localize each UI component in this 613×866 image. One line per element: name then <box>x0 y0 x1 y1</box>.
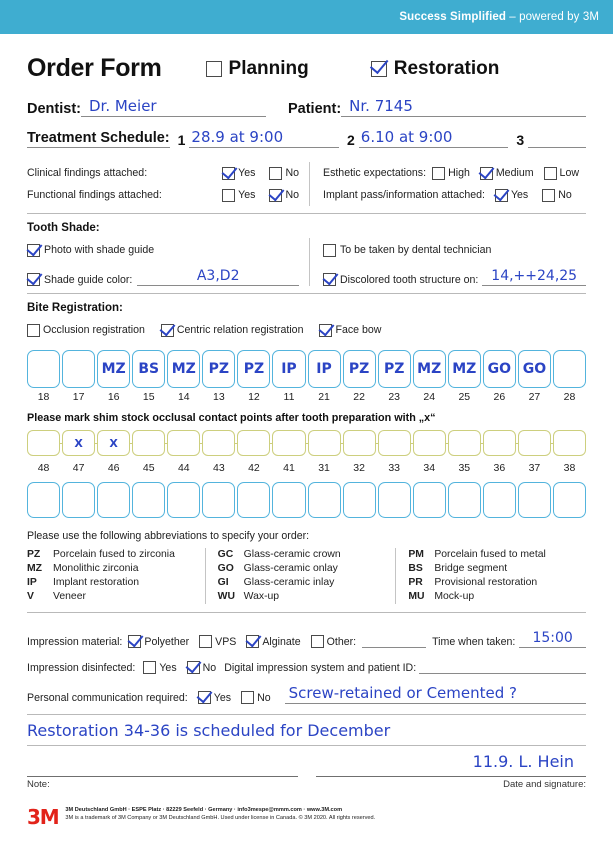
upper-tooth-cell[interactable] <box>132 350 165 388</box>
abbreviation-item <box>27 576 197 590</box>
upper-tooth-cell[interactable] <box>518 350 551 388</box>
esthetic-low-checkbox[interactable] <box>544 167 557 180</box>
upper-tooth-number: 12 <box>248 391 260 403</box>
photo-shade-guide-checkbox[interactable] <box>27 244 40 257</box>
discolored-value: 14,++24,25 <box>491 268 578 284</box>
lower-tooth-number: 34 <box>423 462 436 474</box>
lower-tooth-number: 41 <box>283 462 295 474</box>
implant-pass-label: Implant pass/information attached: <box>323 189 485 201</box>
functional-yes-option[interactable] <box>222 189 255 202</box>
shim-contact-cell[interactable] <box>237 430 270 456</box>
abbreviation-key: BS <box>408 563 423 574</box>
upper-tooth-cell[interactable] <box>202 350 235 388</box>
upper-tooth-cell[interactable] <box>553 350 586 388</box>
schedule-num-1: 1 <box>177 132 186 148</box>
discolored-label: Discolored tooth structure on: <box>340 274 479 286</box>
tooth-code: PZ <box>243 361 265 377</box>
abbreviation-item <box>408 576 578 590</box>
implant-yes-option[interactable] <box>495 189 528 202</box>
abbreviation-value: Glass-ceramic inlay <box>243 577 335 588</box>
upper-tooth-number: 27 <box>528 391 541 403</box>
discolored-row[interactable] <box>323 262 586 286</box>
banner-tagline-rest: – powered by 3M <box>505 11 599 23</box>
upper-tooth-number: 16 <box>107 391 120 403</box>
tooth-code: IP <box>281 361 297 377</box>
abbreviation-key: V <box>27 591 34 602</box>
upper-tooth-number: 18 <box>37 391 50 403</box>
polyether-option[interactable] <box>128 635 189 648</box>
abbreviation-value: Porcelain fused to metal <box>434 549 546 560</box>
other-material-label: Other: <box>326 636 357 648</box>
clinical-no-label: No <box>285 166 299 179</box>
functional-yes-checkbox[interactable] <box>222 189 235 202</box>
footer-text <box>65 806 375 822</box>
alginate-option[interactable] <box>246 635 300 648</box>
abbreviation-item <box>218 548 388 562</box>
note-signature-rules <box>27 776 586 777</box>
dentist-value: Dr. Meier <box>88 97 157 115</box>
lower-tooth-cell[interactable] <box>483 482 516 518</box>
esthetic-column <box>309 162 586 206</box>
treatment-schedule-row <box>27 128 586 148</box>
tooth-code: MZ <box>171 361 196 377</box>
restoration-label: Restoration <box>393 57 500 79</box>
impression-material-label: Impression material: <box>27 636 123 648</box>
impression-disinfected-row <box>27 648 586 674</box>
upper-tooth-number: 21 <box>318 391 330 403</box>
dentist-label: Dentist: <box>27 101 81 117</box>
abbreviation-key: IP <box>27 577 37 588</box>
time-taken-value: 15:00 <box>532 630 573 646</box>
lower-tooth-cell[interactable] <box>272 482 305 518</box>
clinical-yes-option[interactable] <box>222 167 255 180</box>
alginate-label: Alginate <box>262 636 301 648</box>
upper-tooth-number: 22 <box>353 391 365 403</box>
tooth-code: BS <box>138 361 160 377</box>
shim-contact-cell[interactable] <box>448 430 481 456</box>
abbreviation-item <box>27 590 197 604</box>
abbreviation-value: Glass-ceramic crown <box>243 549 341 560</box>
footer-line-2: 3M is a trademark of 3M Company or 3M Deutschland GmbH. Used under license in Canada. © 3M 2020. All rights reserved. <box>65 815 376 821</box>
tooth-code: IP <box>316 361 332 377</box>
clinical-no-checkbox[interactable] <box>269 167 282 180</box>
abbreviation-value: Veneer <box>53 591 86 602</box>
shim-stock-note: Please mark shim stock occlusal contact points after tooth preparation with „x“ <box>27 412 436 424</box>
lower-tooth-number: 35 <box>458 462 471 474</box>
lower-tooth-cell[interactable] <box>202 482 235 518</box>
upper-tooth-numbers <box>27 391 586 403</box>
communication-value: Screw-retained or Cemented ? <box>288 684 517 702</box>
abbreviation-key: PM <box>408 549 424 560</box>
signature-handwriting: 11.9. L. Hein <box>472 751 574 771</box>
photo-shade-guide-row[interactable] <box>27 238 299 262</box>
personal-communication-label: Personal communication required: <box>27 692 188 704</box>
upper-tooth-cell[interactable] <box>237 350 270 388</box>
shim-contact-cell[interactable] <box>343 430 376 456</box>
tooth-code: PZ <box>383 361 405 377</box>
polyether-checkbox[interactable] <box>128 635 141 648</box>
abbreviation-key: GO <box>217 563 234 574</box>
shim-contact-mark: X <box>109 436 118 450</box>
clinical-no-option[interactable] <box>269 167 299 180</box>
upper-tooth-cell[interactable] <box>62 350 95 388</box>
note-handwriting-row[interactable] <box>27 715 586 745</box>
lower-tooth-cell[interactable] <box>237 482 270 518</box>
abbreviation-key: PZ <box>27 549 41 560</box>
technician-label: To be taken by dental technician <box>340 244 492 256</box>
bite-options-row <box>27 318 586 342</box>
abbreviations-column-3 <box>395 548 586 604</box>
lower-tooth-cell[interactable] <box>97 482 130 518</box>
technician-checkbox[interactable] <box>323 244 336 257</box>
abbreviation-item <box>27 548 197 562</box>
abbreviation-key: MU <box>408 591 425 602</box>
tooth-code: MZ <box>417 361 442 377</box>
communication-no-label: No <box>257 692 271 704</box>
tooth-code: PZ <box>208 361 230 377</box>
functional-yes-label: Yes <box>238 188 256 201</box>
clinical-yes-label: Yes <box>238 166 256 179</box>
lower-tooth-cell[interactable] <box>308 482 341 518</box>
implant-pass-row <box>323 184 586 206</box>
alginate-checkbox[interactable] <box>246 635 259 648</box>
communication-no-checkbox[interactable] <box>241 691 254 704</box>
bite-registration-heading: Bite Registration: <box>27 302 123 314</box>
centric-option[interactable] <box>161 324 304 337</box>
other-material-checkbox[interactable] <box>311 635 324 648</box>
abbreviation-value: Provisional restoration <box>434 577 538 588</box>
planning-checkbox[interactable] <box>206 61 222 77</box>
lower-tooth-number: 32 <box>353 462 365 474</box>
schedule-value-2: 6.10 at 9:00 <box>360 128 453 146</box>
date-signature-label: Date and signature: <box>503 779 586 790</box>
upper-tooth-cell[interactable] <box>378 350 411 388</box>
lower-tooth-number: 48 <box>37 462 50 474</box>
photo-shade-guide-label: Photo with shade guide <box>44 244 155 256</box>
footer-line-1: 3M Deutschland GmbH · ESPE Platz · 82229 Seefeld · Germany · info3mespe@mmm.com · www.3M.com <box>65 807 343 813</box>
lower-tooth-chart <box>27 482 586 518</box>
lower-tooth-cell[interactable] <box>62 482 95 518</box>
shim-contact-cell[interactable] <box>378 430 411 456</box>
upper-tooth-cell[interactable] <box>343 350 376 388</box>
upper-tooth-cell[interactable] <box>97 350 130 388</box>
shim-contact-cell[interactable] <box>518 430 551 456</box>
lower-tooth-number: 44 <box>177 462 190 474</box>
other-material-option[interactable] <box>311 635 356 648</box>
upper-tooth-cell[interactable] <box>167 350 200 388</box>
abbreviation-item <box>408 548 578 562</box>
polyether-label: Polyether <box>144 636 190 648</box>
upper-tooth-cell[interactable] <box>308 350 341 388</box>
shim-contact-cell[interactable] <box>413 430 446 456</box>
abbreviation-value: Mock-up <box>434 591 475 602</box>
lower-tooth-number: 36 <box>493 462 506 474</box>
upper-tooth-number: 25 <box>458 391 471 403</box>
dentist-patient-row <box>27 97 586 117</box>
disinfected-no-checkbox[interactable] <box>187 661 200 674</box>
shim-contact-cell[interactable] <box>483 430 516 456</box>
shade-guide-color-field[interactable] <box>137 268 299 286</box>
signature-row[interactable] <box>27 746 586 776</box>
abbreviation-key: MZ <box>27 563 43 574</box>
signature-rule <box>316 776 587 777</box>
lower-tooth-cell[interactable] <box>343 482 376 518</box>
communication-yes-label: Yes <box>213 692 232 704</box>
shim-contact-cell[interactable] <box>62 430 95 456</box>
time-taken-field[interactable] <box>519 630 586 648</box>
lower-tooth-cell[interactable] <box>27 482 60 518</box>
personal-communication-row <box>27 674 586 704</box>
lower-tooth-cell[interactable] <box>132 482 165 518</box>
impression-material-row <box>27 622 586 648</box>
clinical-findings-row <box>27 162 299 184</box>
abbreviation-item <box>408 590 578 604</box>
other-material-field[interactable] <box>362 632 426 648</box>
note-rule <box>27 776 298 777</box>
impression-section <box>27 622 586 704</box>
upper-tooth-cell[interactable] <box>413 350 446 388</box>
communication-yes-option[interactable] <box>198 691 231 704</box>
discolored-checkbox[interactable] <box>323 273 336 286</box>
abbreviation-item <box>218 590 388 604</box>
esthetic-label: Esthetic expectations: <box>323 167 427 179</box>
abbreviation-value: Bridge segment <box>434 563 508 574</box>
disinfected-yes-checkbox[interactable] <box>143 661 156 674</box>
lower-tooth-cell[interactable] <box>518 482 551 518</box>
upper-tooth-number: 11 <box>283 391 295 403</box>
schedule-field-3[interactable] <box>528 128 586 148</box>
schedule-num-2: 2 <box>346 132 355 148</box>
disinfected-yes-label: Yes <box>159 662 177 674</box>
lower-tooth-number: 47 <box>72 462 85 474</box>
abbreviation-item <box>408 562 578 576</box>
note-signature-labels <box>27 779 586 790</box>
implant-no-checkbox[interactable] <box>542 189 555 202</box>
abbreviation-key: GC <box>217 549 234 560</box>
esthetic-medium-option[interactable] <box>480 167 534 180</box>
abbreviations-column-1 <box>27 548 205 604</box>
shim-contact-cell[interactable] <box>132 430 165 456</box>
lower-tooth-number: 43 <box>213 462 225 474</box>
vps-option[interactable] <box>199 635 236 648</box>
lower-tooth-cell[interactable] <box>553 482 586 518</box>
facebow-option[interactable] <box>319 324 381 337</box>
upper-tooth-number: 23 <box>388 391 400 403</box>
communication-field[interactable] <box>285 684 586 704</box>
abbreviations-intro: Please use the following abbreviations to specify your order: <box>27 530 310 542</box>
occlusion-checkbox[interactable] <box>27 324 40 337</box>
patient-value: Nr. 7145 <box>349 97 413 115</box>
lower-tooth-cell[interactable] <box>413 482 446 518</box>
abbreviation-key: GI <box>217 577 229 588</box>
abbreviation-item <box>218 562 388 576</box>
centric-label: Centric relation registration <box>176 323 304 336</box>
esthetic-medium-label: Medium <box>495 166 534 179</box>
disinfected-yes-option[interactable] <box>143 661 176 674</box>
lower-tooth-number: 31 <box>318 462 330 474</box>
note-label: Note: <box>27 779 50 790</box>
lower-tooth-number: 33 <box>388 462 400 474</box>
banner-tagline-bold: Success Simplified <box>399 11 506 23</box>
disinfected-no-option[interactable] <box>187 661 217 674</box>
lower-tooth-number: 42 <box>248 462 260 474</box>
functional-findings-label: Functional findings attached: <box>27 189 162 201</box>
tooth-code: MZ <box>452 361 477 377</box>
page-title: Order Form <box>27 54 162 82</box>
form-body <box>0 54 613 833</box>
upper-tooth-number: 13 <box>213 391 225 403</box>
facebow-checkbox[interactable] <box>319 324 332 337</box>
abbreviation-key: WU <box>217 591 235 602</box>
banner-tagline <box>399 11 599 23</box>
schedule-num-3: 3 <box>516 132 525 148</box>
vps-checkbox[interactable] <box>199 635 212 648</box>
functional-no-label: No <box>285 188 299 201</box>
abbreviation-value: Monolithic zirconia <box>53 563 139 574</box>
facebow-label: Face bow <box>335 323 382 336</box>
upper-tooth-number: 15 <box>142 391 155 403</box>
shim-contact-chart <box>27 430 586 456</box>
divider-3 <box>27 612 586 613</box>
lower-tooth-number: 45 <box>142 462 155 474</box>
lower-tooth-number: 37 <box>528 462 541 474</box>
schedule-field-2[interactable] <box>359 128 509 148</box>
upper-tooth-number: 24 <box>423 391 436 403</box>
abbreviations-legend <box>27 548 586 604</box>
upper-tooth-cell[interactable] <box>272 350 305 388</box>
shade-guide-color-value: A3,D2 <box>196 268 240 284</box>
lower-tooth-cell[interactable] <box>448 482 481 518</box>
shim-contact-cell[interactable] <box>272 430 305 456</box>
shade-guide-color-checkbox[interactable] <box>27 273 40 286</box>
shim-contact-cell[interactable] <box>167 430 200 456</box>
lower-tooth-number: 46 <box>107 462 120 474</box>
tooth-shade-left <box>27 238 309 286</box>
lower-tooth-numbers <box>27 462 586 474</box>
footer <box>27 806 586 833</box>
implant-yes-checkbox[interactable] <box>495 189 508 202</box>
shim-contact-cell[interactable] <box>308 430 341 456</box>
upper-tooth-chart <box>27 350 586 388</box>
shim-contact-mark: X <box>74 436 83 450</box>
abbreviations-column-2 <box>205 548 396 604</box>
impression-disinfected-label: Impression disinfected: <box>27 662 136 674</box>
communication-no-option[interactable] <box>241 691 271 704</box>
schedule-value-1: 28.9 at 9:00 <box>191 128 284 146</box>
implant-yes-label: Yes <box>510 188 529 201</box>
restoration-option[interactable] <box>371 58 500 80</box>
tooth-code: GO <box>522 361 547 377</box>
upper-tooth-cell[interactable] <box>448 350 481 388</box>
restoration-checkbox[interactable] <box>371 61 387 77</box>
abbreviation-value: Wax-up <box>243 591 280 602</box>
esthetic-low-label: Low <box>559 166 579 179</box>
functional-no-checkbox[interactable] <box>269 189 282 202</box>
dentist-field[interactable] <box>81 97 266 117</box>
abbreviation-item <box>27 562 197 576</box>
discolored-field[interactable] <box>482 268 586 286</box>
communication-yes-checkbox[interactable] <box>198 691 211 704</box>
tooth-shade-right <box>309 238 586 286</box>
planning-option[interactable] <box>206 58 309 80</box>
abbreviation-item <box>218 576 388 590</box>
schedule-field-1[interactable] <box>189 128 339 148</box>
patient-label: Patient: <box>287 101 342 117</box>
shade-guide-color-row[interactable] <box>27 262 299 286</box>
3m-logo: 3M <box>27 805 59 829</box>
clinical-yes-checkbox[interactable] <box>222 167 235 180</box>
time-taken-label: Time when taken: <box>432 636 516 648</box>
digital-impression-field[interactable] <box>419 656 586 674</box>
tooth-code: PZ <box>348 361 370 377</box>
digital-impression-label: Digital impression system and patient ID: <box>224 662 417 674</box>
findings-section <box>27 162 586 206</box>
esthetic-medium-checkbox[interactable] <box>480 167 493 180</box>
lower-tooth-cell[interactable] <box>378 482 411 518</box>
implant-no-option[interactable] <box>542 189 572 202</box>
title-row <box>27 54 586 83</box>
esthetic-high-checkbox[interactable] <box>432 167 445 180</box>
upper-tooth-number: 26 <box>493 391 506 403</box>
abbreviation-value: Glass-ceramic onlay <box>243 563 338 574</box>
occlusion-label: Occlusion registration <box>43 323 145 336</box>
abbreviation-key: PR <box>408 577 423 588</box>
esthetic-high-label: High <box>448 166 470 179</box>
shim-contact-cell[interactable] <box>27 430 60 456</box>
functional-findings-row <box>27 184 299 206</box>
shim-contact-cell[interactable] <box>97 430 130 456</box>
treatment-schedule-label: Treatment Schedule: <box>27 130 170 146</box>
tooth-shade-heading: Tooth Shade: <box>27 222 100 234</box>
upper-tooth-number: 14 <box>177 391 190 403</box>
functional-no-option[interactable] <box>269 189 299 202</box>
shim-contact-cell[interactable] <box>553 430 586 456</box>
upper-tooth-number: 17 <box>72 391 85 403</box>
esthetic-high-option[interactable] <box>432 167 470 180</box>
tooth-shade-section <box>27 238 586 286</box>
lower-tooth-cell[interactable] <box>167 482 200 518</box>
tooth-code: GO <box>487 361 512 377</box>
esthetic-low-option[interactable] <box>544 167 579 180</box>
shim-contact-cell[interactable] <box>202 430 235 456</box>
divider-2 <box>27 293 586 294</box>
divider-1 <box>27 213 586 214</box>
technician-row[interactable] <box>323 238 586 262</box>
upper-tooth-cell[interactable] <box>27 350 60 388</box>
upper-tooth-number: 28 <box>563 391 576 403</box>
planning-label: Planning <box>228 57 309 79</box>
clinical-findings-label: Clinical findings attached: <box>27 167 148 179</box>
abbreviation-value: Porcelain fused to zirconia <box>53 549 175 560</box>
implant-no-label: No <box>558 188 572 201</box>
tooth-code: MZ <box>101 361 126 377</box>
shade-guide-color-label: Shade guide color: <box>44 274 133 286</box>
abbreviation-value: Implant restoration <box>53 577 140 588</box>
esthetic-expectations-row <box>323 162 586 184</box>
patient-field[interactable] <box>341 97 586 117</box>
header-banner <box>0 0 613 34</box>
vps-label: VPS <box>215 636 237 648</box>
centric-checkbox[interactable] <box>161 324 174 337</box>
upper-tooth-cell[interactable] <box>483 350 516 388</box>
occlusion-option[interactable] <box>27 324 145 337</box>
disinfected-no-label: No <box>202 662 217 674</box>
findings-column <box>27 162 309 206</box>
lower-tooth-number: 38 <box>563 462 576 474</box>
note-handwriting: Restoration 34-36 is scheduled for December <box>27 720 391 740</box>
